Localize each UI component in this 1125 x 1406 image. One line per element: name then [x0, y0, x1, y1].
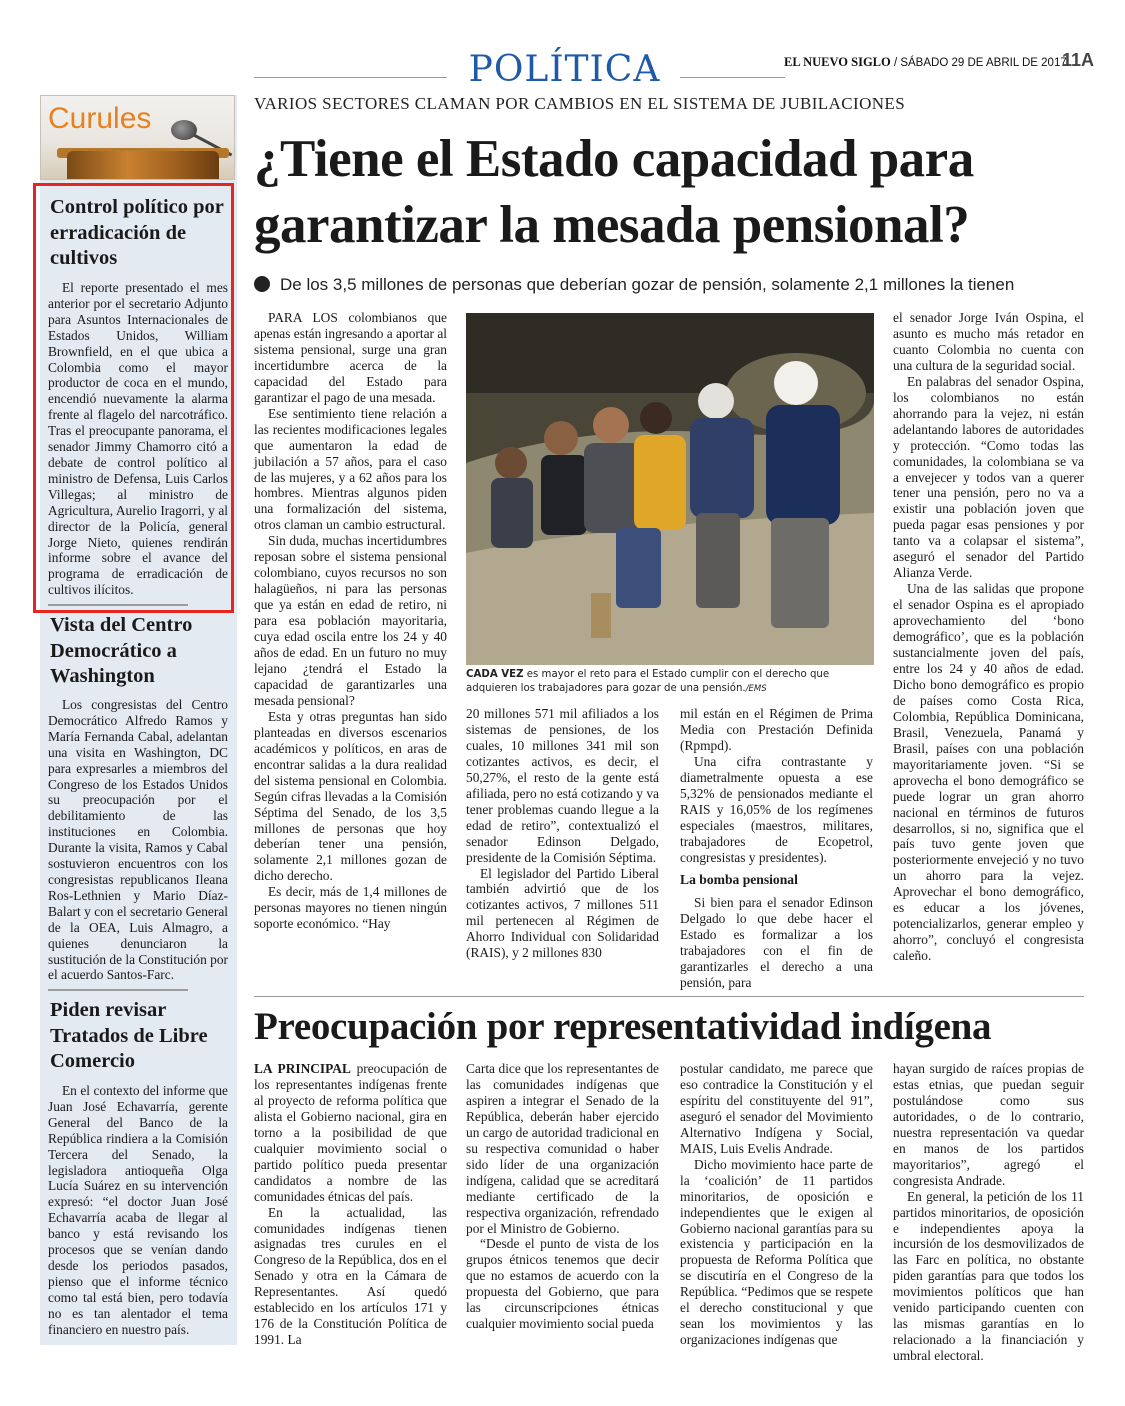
- sidebar-story-title: Control político por erradicación de cultivos: [50, 196, 224, 269]
- story-kicker: VARIOS SECTORES CLAMAN POR CAMBIOS EN EL SISTEMA DE JUBILACIONES: [254, 94, 906, 113]
- page-number: 11A: [1062, 50, 1095, 70]
- microphone-icon: [171, 120, 197, 140]
- story-paragraph: Sin duda, muchas incertidumbres reposan sobre el sistema pensional colombiano, cuyos recursos no son halagüeños, ni para las personas que ya están en edad de retiro, ni para esa población mayoritaria, cuya edad oscila entre los 24 y 40 años de edad. En un futuro no muy lejano ¿tendrá el Estado la capacidad de garantizarles una mesada pensional?: [254, 533, 447, 708]
- masthead-name: EL NUEVO SIGLO: [784, 55, 891, 69]
- second-story-headline: Preocupación por representatividad indígena: [254, 1005, 992, 1048]
- photo-illustration: [466, 313, 874, 665]
- story-paragraph: En palabras del senador Ospina, los colombianos no están ahorrando para la vejez, ni están adelantando labores de autoridades y protección. “Como todas las comunidades, la colombiana se va a envejecer y todos van a querer tener una pensión, pero no va a existir una población joven que pueda pagar esas pensiones y por tanto va a colapsar el sistema”, aseguró el senador del Partido Alianza Verde.: [893, 373, 1084, 581]
- sidebar-story-title: Piden revisar Tratados de Libre Comercio: [50, 999, 208, 1072]
- sidebar-divider: [48, 604, 188, 606]
- story-paragraph: 20 millones 571 mil afiliados a los sistemas de pensiones, de los cuales, 10 millones 341 mil son cotizantes activos, es decir, el 50,27%, el resto de la gente está afiliada, pero no está cotizando y va tener problemas cuando llegue a la edad de retiro”, contextualizó el senador Edinson Delgado, presidente de la Comisión Séptima.: [466, 706, 659, 865]
- story-column-4: [893, 310, 1084, 964]
- story-paragraph: mil están en el Régimen de Prima Media con Prestación Definida (Rpmpd).: [680, 706, 873, 753]
- section-title: POLÍTICA: [468, 49, 661, 90]
- story-subhead: [254, 273, 1084, 297]
- story-paragraph: PARA LOS colombianos que apenas están ingresando a aportar al sistema pensional, surge una gran incertidumbre acerca de la capacidad del Estado para garantizar el pago de una mesada.: [254, 310, 447, 405]
- sidebar-story-paragraph: Los congresistas del Centro Democrático Alfredo Ramos y María Fernanda Cabal, adelantan una visita en Washington, DC para expresarles a miembros del Congreso de los Estados Unidos su preocupación por el debilitamiento de las instituciones en Colombia. Durante la visita, Ramos y Cabal sostuvieron encuentros con los congresistas republicanos Ileana Ros-Lethnien y Mario Díaz-Balart y con el secretario General de la OEA, Luis Almagro, a quienes denunciaron la sustitución de la Constitución por el acuerdo Santos-Farc.: [48, 697, 229, 983]
- bullet-icon: [254, 276, 270, 292]
- caption-text: es mayor el reto para el Estado cumplir con el derecho que adquieren los trabajadores para gozar de una pensión.: [466, 669, 830, 694]
- story-paragraph: Carta dice que los representantes de las comunidades indígenas que aspiren a integrar el Senado de la República, deberán haber ejercido un cargo de autoridad tradicional en su respectiva comunidad o haber sido líder de una organización indígena, calidad que se acreditará mediante certificado de la respectiva organización, refrendado por el Ministro de Gobierno.: [466, 1061, 659, 1236]
- second-story-column-3: [680, 1061, 873, 1348]
- story-divider: [254, 996, 1084, 997]
- curules-logo: [40, 95, 235, 180]
- story-paragraph: El legislador del Partido Liberal también advirtió que de los cotizantes activos, 7 millones 511 mil pertenecen al Régimen de Ahorro Individual con Solidaridad (RAIS), y 2 millones 830: [466, 865, 659, 961]
- story-paragraph: el senador Jorge Iván Ospina, el asunto es mucho más retador en cuanto Colombia no cuenta con una cultura de la seguridad social.: [893, 310, 1084, 373]
- photo-credit: /EMS: [745, 684, 767, 694]
- podium-icon: [67, 151, 219, 180]
- curules-logo-text: Curules: [48, 102, 152, 135]
- sidebar-story-body: [48, 280, 228, 598]
- story-paragraph: hayan surgido de raíces propias de estas etnias, que puedan seguir postulándose como sus autoridades, o de lo contrario, nuestra representación va quedar en manos de los partidos mayoritarios”, agregó el congresista Andrade.: [893, 1061, 1084, 1188]
- story-paragraph: Esta y otras preguntas han sido planteadas en diversos escenarios académicos y políticos, en aras de encontrar salidas a la dura realidad del sistema pensional en Colombia. Según cifras llevadas a la Comisión Séptima del Senado, de los 3,5 millones de personas que hoy deberían tener una pensión, solamente 2,1 millones gozan de dicho derecho.: [254, 708, 447, 884]
- story-paragraph: postular candidato, me parece que eso contradice la Constitución y el espíritu del constituyente del 91”, aseguró el senador del Movimiento Alternativo Indígena y Social, MAIS, Luis Evelis Andrade.: [680, 1061, 873, 1156]
- header-rule-right: [680, 77, 785, 78]
- sidebar-story-paragraph: En el contexto del informe que Juan José Echavarría, gerente General del Banco de la República rindiera a la Comisión Tercera del Senado, la legisladora antioqueña Olga Lucía Suárez en su intervención expresó: “el doctor Juan José Echavarría acaba de llegar al banco y está revisando los procesos que se venían dando desde los periodos pasados, pienso que el informe técnico como tal está bien, pero todavía no es tan alentador el tema financiero en nuestro país.: [48, 1083, 228, 1337]
- story-headline: ¿Tiene el Estado capacidad para garantizar la mesada pensional?: [254, 130, 974, 254]
- story-paragraph: Dicho movimiento hace parte de la ‘coalición’ de 11 partidos minoritarios, de oposición e independientes que le exigen al Gobierno nacional garantías para su existencia y participación en la propuesta de Reforma Política que se discutiría en el Congreso de la República. “Pedimos que se respete el derecho constitucional y que sean los movimientos y las organizaciones indígenas que: [680, 1156, 873, 1348]
- header-rule-left: [254, 77, 447, 78]
- sidebar-story-paragraph: El reporte presentado el mes anterior por el secretario Adjunto para Asuntos Internacionales de Estados Unidos, William Brownfield, en el que ubica a Colombia como el mayor productor de coca en el mundo, encendió nuevamente la alarma frente al flagelo del narcotráfico. Tras el preocupante panorama, el senador Jimmy Chamorro citó a debate de control político al ministro de Defensa, Luis Carlos Villegas; al ministro de Agricultura, Aurelio Iragorri, y al director de la Policía, general Jorge Nieto, quienes rendirán informe sobre el avance del programa de erradicación de cultivos ilícitos.: [48, 280, 228, 598]
- story-paragraph: Si bien para el senador Edinson Delgado lo que debe hacer el Estado es formalizar a los trabajadores con el fin de garantizarles el derecho a una pensión, para: [680, 895, 873, 991]
- story-column-1: [254, 310, 447, 932]
- story-paragraph: [254, 1061, 447, 1205]
- sidebar-story-body: [48, 1083, 228, 1338]
- story-lead: LA PRINCIPAL: [254, 1061, 351, 1076]
- sidebar-divider: [48, 989, 188, 991]
- second-story-column-1: [254, 1061, 447, 1348]
- masthead-date: / SÁBADO 29 DE ABRIL DE 2017: [893, 57, 1067, 69]
- sidebar-story-title: Vista del Centro Democrático a Washington: [50, 614, 193, 687]
- caption-lead: CADA VEZ: [466, 669, 524, 680]
- story-paragraph: Ese sentimiento tiene relación a las recientes modificaciones legales que aumentaron la edad de jubilación a 57 años, para el caso de las mujeres, y a 62 años para los hombres. Mientras algunos piden una formalización del sistema, otros claman un cambio estructural.: [254, 405, 447, 533]
- story-subhead-text: De los 3,5 millones de personas que deberían gozar de pensión, solamente 2,1 millones la tienen: [280, 275, 1015, 294]
- story-column-2: [466, 706, 659, 961]
- story-paragraph: Una de las salidas que propone el senador Ospina es el apropiado aprovechamiento del ‘bono demográfico’, que es la población sustancialmente joven del país, entre los 24 y 40 años de edad. Dicho bono demográfico es propio de países como Costa Rica, Colombia, República Dominicana, Brasil, Venezuela, Panamá y Brasil, países con una población mayoritariamente joven. “Si se aprovecha el bono demográfico se puede lograr un gran ahorro nacional en términos de futuros desarrollos, si no, significa que el país tuvo gente joven que posteriormente envejeció y no tuvo un ahorro para la vejez. Aprovechar el bono demográfico, es educar a los jóvenes, potencializarlos, generar empleo y ahorro”, concluyó el congresista caleño.: [893, 581, 1084, 964]
- photo-caption: [466, 668, 874, 696]
- story-lead-text: preocupación de los representantes indígenas frente al proyecto de reforma política que alista el Gobierno nacional, gira en torno a la posibilidad de que cualquier movimiento social o partido político pueda presentar candidatos a nombre de las comunidades étnicas del país.: [254, 1061, 447, 1204]
- story-paragraph: En general, la petición de los 11 partidos minoritarios, de oposición e independientes apoya la incursión de los desmovilizados de las Farc en política, no obstante piden garantías para que todos los movimientos políticos que han venido participando cuenten con las mismas garantías en lo relacionado a la financiación y umbral electoral.: [893, 1188, 1084, 1364]
- story-column-3: [680, 706, 873, 991]
- sidebar-story-body: [48, 697, 228, 983]
- masthead: [784, 54, 1067, 71]
- story-photo: [466, 313, 874, 665]
- story-paragraph: Es decir, más de 1,4 millones de personas mayores no tienen ningún soporte económico. “Hay: [254, 884, 447, 932]
- story-paragraph: Una cifra contrastante y diametralmente opuesta a ese 5,32% de pensionados mediante el RAIS y 16,05% de los regímenes especiales (maestros, militares, trabajadores de Ecopetrol, congresistas y presidentes).: [680, 753, 873, 865]
- second-story-column-2: [466, 1061, 659, 1332]
- story-subheading: La bomba pensional: [680, 871, 798, 887]
- story-paragraph: En la actualidad, las comunidades indígenas tienen asignadas tres curules en el Congreso de la República, dos en el Senado y otra en la Cámara de Representantes. Así quedó establecido en los artículos 171 y 176 de la Constitución Política de 1991. La: [254, 1204, 447, 1348]
- story-paragraph: “Desde el punto de vista de los grupos étnicos tenemos que decir que no estamos de acuerdo con la propuesta del Gobierno, que para las circunscripciones étnicas cualquier movimiento social pueda: [466, 1236, 659, 1332]
- second-story-column-4: [893, 1061, 1084, 1364]
